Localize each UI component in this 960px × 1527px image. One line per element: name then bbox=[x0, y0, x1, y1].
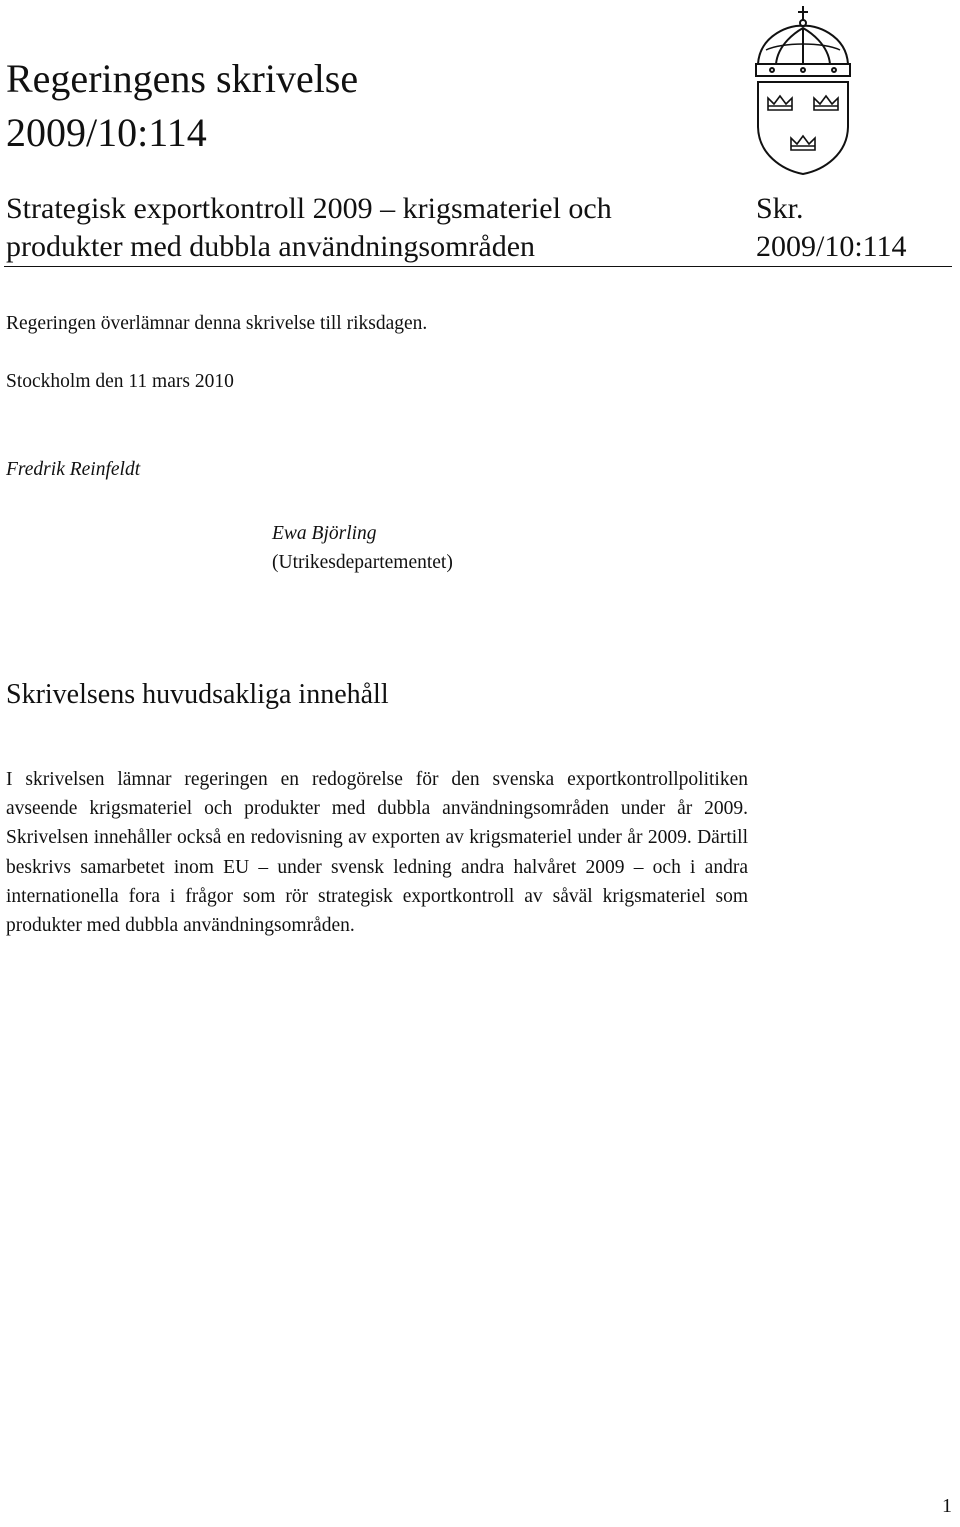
submission-intro: Regeringen överlämnar denna skrivelse till riksdagen. bbox=[6, 313, 428, 334]
section-heading: Skrivelsens huvudsakliga innehåll bbox=[6, 679, 389, 710]
minister-signature: Ewa Björling bbox=[272, 523, 377, 544]
ministry-name: (Utrikesdepartementet) bbox=[272, 552, 453, 573]
skr-reference bbox=[756, 190, 907, 266]
skr-number: 2009/10:114 bbox=[756, 230, 907, 263]
document-title bbox=[6, 52, 358, 160]
summary-paragraph: I skrivelsen lämnar regeringen en redogörelse för den svenska exportkontrollpolitiken avseende krigsmateriel och produkter med dubbla användningsområden under år 2009. Skrivelsen innehåller också en redovisning av exporten av krigsmateriel under år 2009. Därtill beskrivs samarbetet inom EU – under svensk ledning andra halvåret 2009 – och i andra internationella fora i frågor som rör strategisk exportkontroll av såväl krigsmateriel som produkter med dubbla användningsområden. bbox=[6, 769, 748, 937]
title-line-1: Regeringens skrivelse bbox=[6, 56, 359, 101]
title-line-2: 2009/10:114 bbox=[6, 110, 207, 155]
page-number: 1 bbox=[942, 1495, 952, 1517]
document-subtitle bbox=[6, 190, 612, 266]
dateline: Stockholm den 11 mars 2010 bbox=[6, 371, 234, 392]
prime-minister-signature: Fredrik Reinfeldt bbox=[6, 459, 141, 480]
subtitle-line-2: produkter med dubbla användningsområden bbox=[6, 230, 536, 263]
three-crowns-coat-of-arms-icon bbox=[752, 4, 854, 176]
header-rule bbox=[4, 266, 952, 267]
skr-label: Skr. bbox=[756, 192, 804, 225]
subtitle-line-1: Strategisk exportkontroll 2009 – krigsmateriel och bbox=[6, 192, 612, 225]
